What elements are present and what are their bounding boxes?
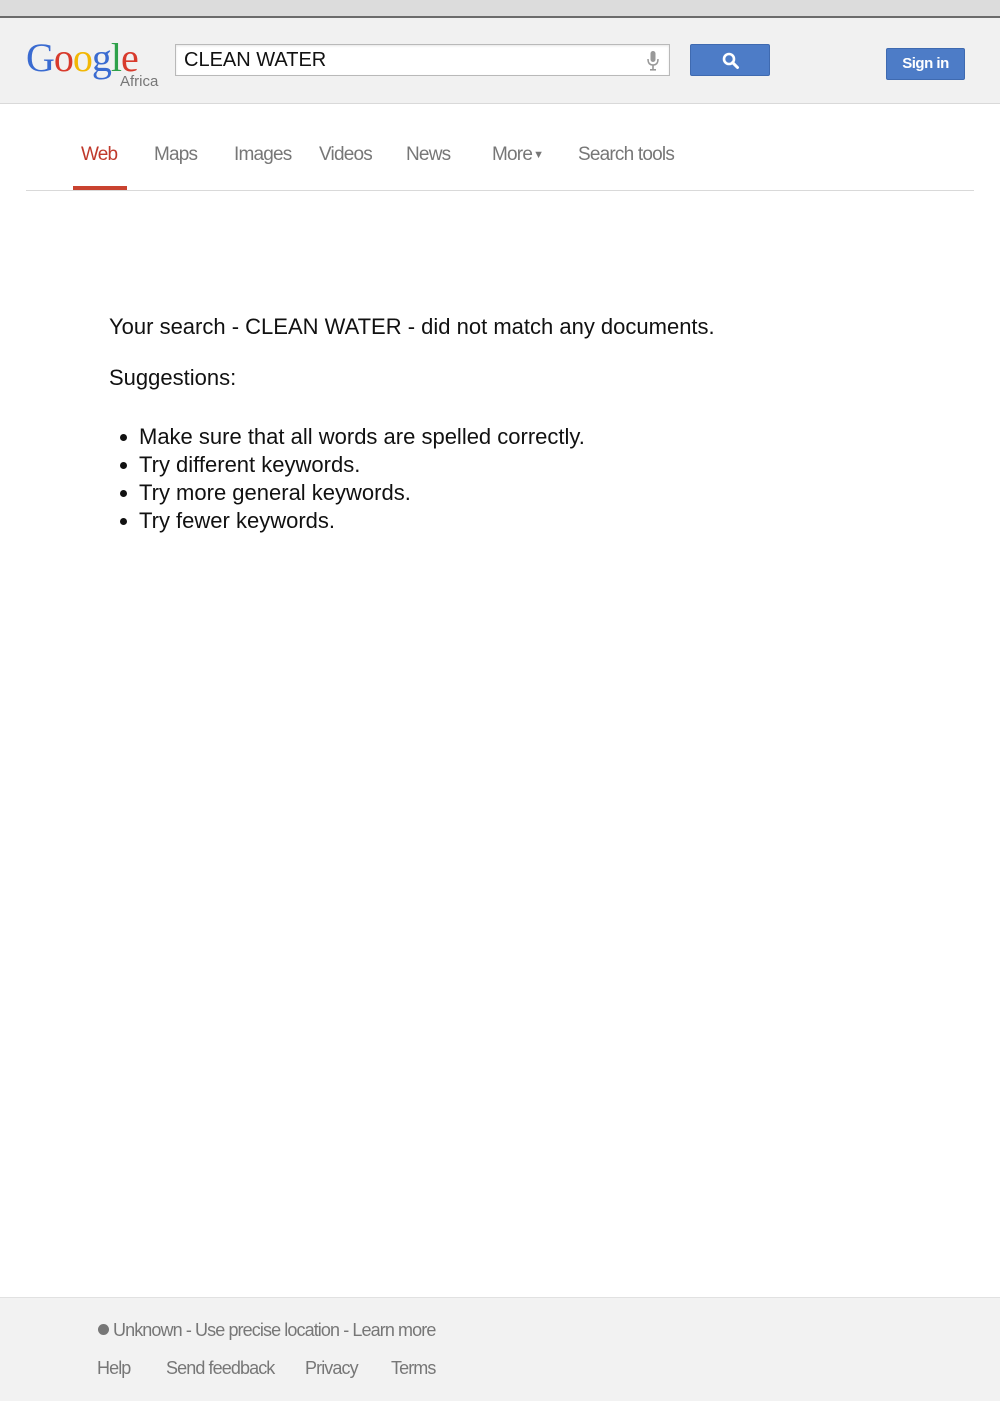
suggestion-text: Make sure that all words are spelled correctly. (139, 424, 585, 449)
footer (0, 1297, 1000, 1401)
no-results-message: Your search - CLEAN WATER - did not match any documents. (109, 314, 715, 339)
bullet-icon (120, 490, 127, 497)
search-icon (722, 52, 740, 70)
logo-letter: e (121, 35, 138, 80)
list-item (110, 423, 585, 451)
tab-web[interactable]: Web (81, 144, 118, 165)
logo-letter: l (110, 35, 122, 80)
microphone-icon[interactable] (647, 51, 659, 71)
search-box[interactable] (175, 44, 670, 76)
logo-letter: g (91, 35, 111, 80)
search-input[interactable] (184, 48, 624, 72)
tabs-divider (26, 190, 974, 191)
search-tabs (0, 140, 1000, 192)
bullet-icon (120, 462, 127, 469)
tab-more[interactable] (492, 144, 543, 166)
footer-link-send-feedback[interactable]: Send feedback (166, 1358, 275, 1378)
list-item (110, 479, 585, 507)
logo-region-label: Africa (120, 73, 159, 90)
location-text[interactable]: Unknown - Use precise location - Learn more (113, 1320, 436, 1340)
footer-link-privacy[interactable]: Privacy (305, 1358, 358, 1378)
suggestion-list (110, 423, 585, 535)
list-item (110, 507, 585, 535)
tab-images[interactable]: Images (234, 144, 292, 165)
suggestion-text: Try different keywords. (139, 452, 361, 477)
logo-letter: o (72, 35, 92, 80)
sign-in-button[interactable]: Sign in (886, 48, 965, 80)
chevron-down-icon: ▼ (533, 149, 544, 161)
suggestions-heading: Suggestions: (109, 365, 237, 390)
suggestion-text: Try fewer keywords. (139, 508, 336, 533)
location-dot-icon (98, 1324, 109, 1335)
tab-news[interactable]: News (406, 144, 451, 165)
tab-videos[interactable]: Videos (319, 144, 372, 165)
search-button[interactable] (690, 44, 770, 76)
bullet-icon (120, 434, 127, 441)
logo-letter: G (26, 35, 54, 80)
suggestion-text: Try more general keywords. (139, 480, 411, 505)
tab-maps[interactable]: Maps (154, 144, 198, 165)
bullet-icon (120, 518, 127, 525)
footer-link-terms[interactable]: Terms (391, 1358, 436, 1378)
tab-search-tools[interactable]: Search tools (578, 144, 675, 165)
top-border (0, 16, 1000, 18)
tab-more-label: More (492, 144, 533, 165)
list-item (110, 451, 585, 479)
footer-link-help[interactable]: Help (97, 1358, 131, 1378)
logo-letter: o (53, 35, 73, 80)
